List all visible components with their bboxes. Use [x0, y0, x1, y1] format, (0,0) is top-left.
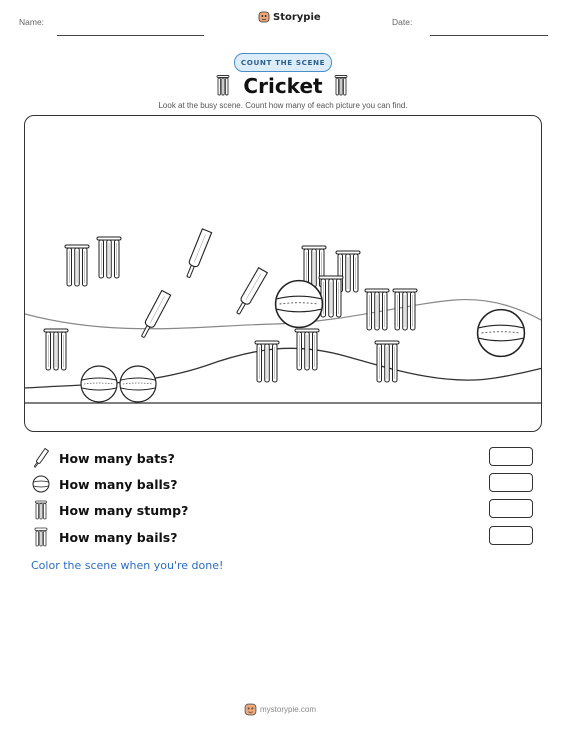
bats-answer-box[interactable]	[489, 447, 533, 466]
color-instruction: Color the scene when you're done!	[31, 559, 224, 572]
cricket-scene	[24, 115, 542, 432]
stump-answer-box[interactable]	[489, 499, 533, 518]
question-row	[31, 473, 177, 495]
storypie-mascot-icon	[244, 703, 257, 716]
ball-icon	[31, 474, 51, 494]
footer-brand	[244, 703, 316, 716]
storypie-logo	[258, 11, 321, 23]
storypie-mascot-icon	[258, 11, 270, 23]
bails-icon	[31, 527, 51, 547]
stump-icon	[31, 500, 51, 520]
footer-site-url[interactable]: mystorypie.com	[260, 705, 317, 714]
question-text: How many stump?	[59, 502, 189, 518]
bat-icon	[31, 448, 51, 468]
date-label: Date:	[392, 17, 413, 27]
date-field-line[interactable]	[430, 35, 548, 36]
question-row	[31, 499, 188, 521]
question-row	[31, 526, 177, 548]
question-text: How many bats?	[59, 450, 175, 466]
name-label: Name:	[19, 17, 45, 27]
question-text: How many balls?	[59, 476, 178, 492]
question-row	[31, 447, 175, 469]
balls-answer-box[interactable]	[489, 473, 533, 492]
name-field-line[interactable]	[57, 35, 204, 36]
stump-icon	[216, 74, 230, 96]
instructions-text: Look at the busy scene. Count how many of each picture you can find.	[158, 101, 408, 110]
question-text: How many bails?	[59, 529, 178, 545]
worksheet-header	[0, 10, 566, 34]
brand-name: Storypie	[273, 11, 321, 23]
scene-drawing	[25, 116, 542, 432]
stump-icon	[334, 74, 348, 96]
bails-answer-box[interactable]	[489, 526, 533, 545]
count-the-scene-badge: COUNT THE SCENE	[234, 53, 332, 72]
worksheet-title: Cricket	[243, 74, 323, 98]
